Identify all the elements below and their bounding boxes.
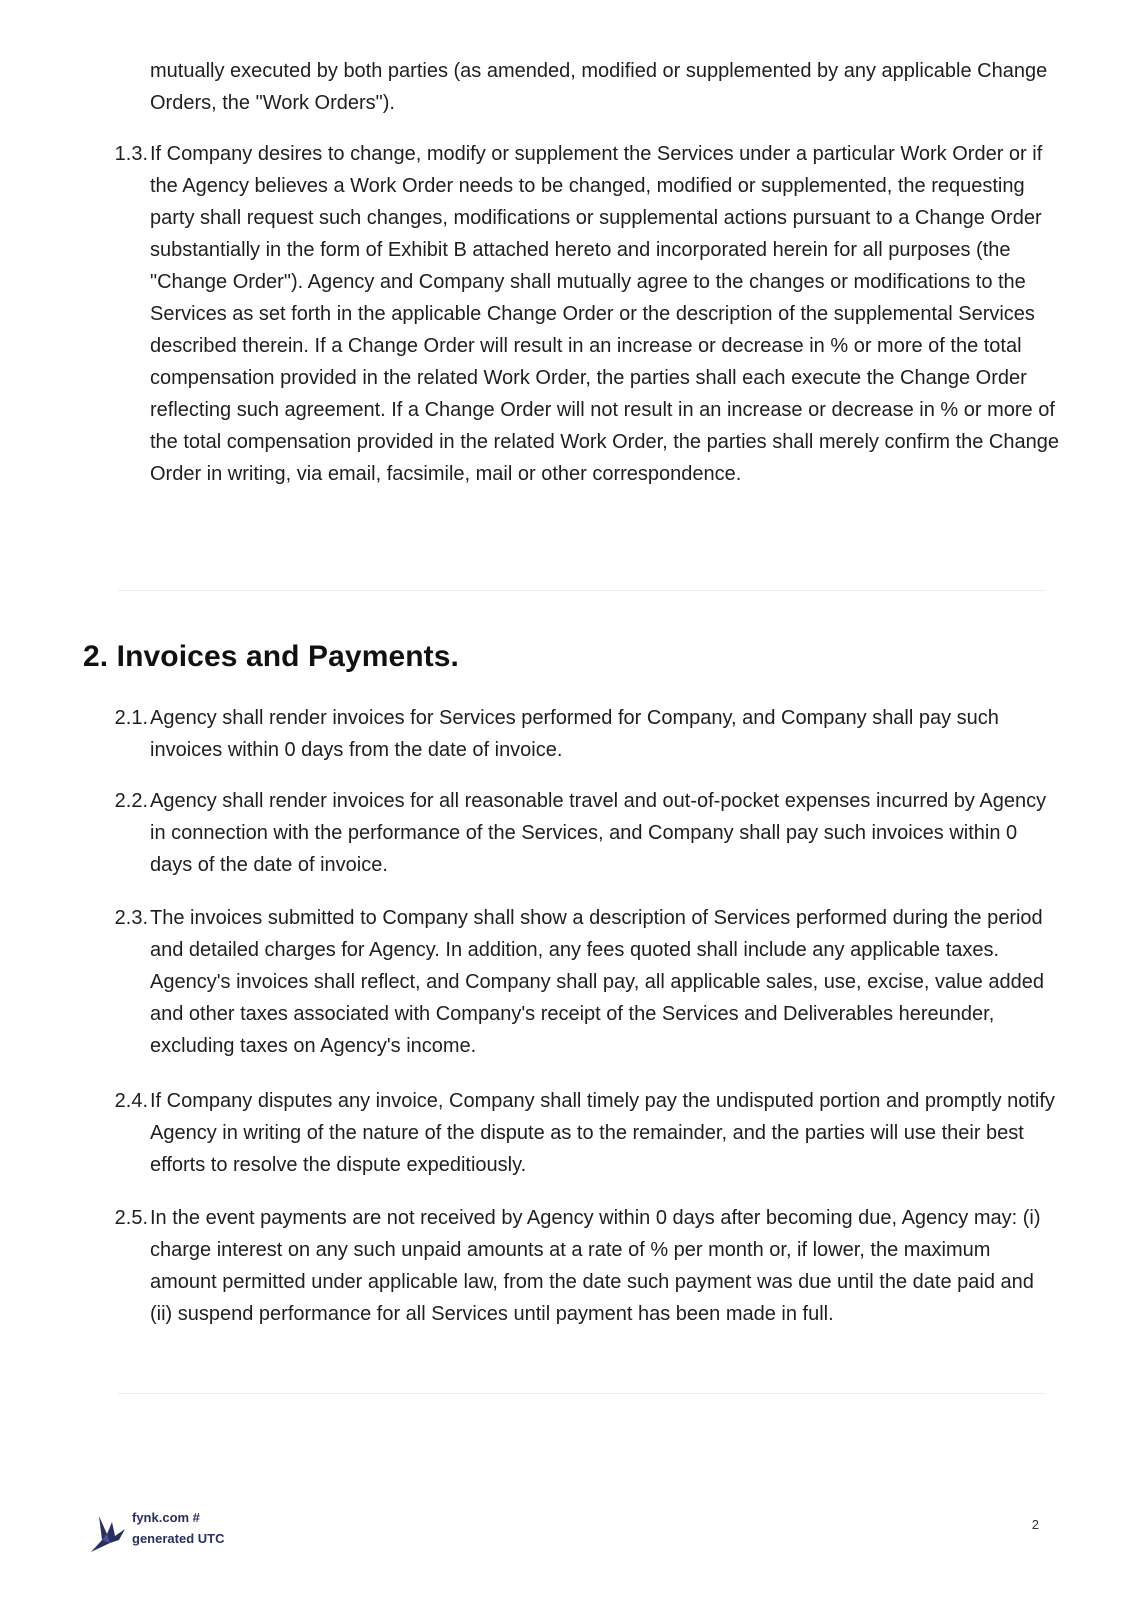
clause-number: 1.3.	[114, 143, 148, 165]
clause-text: The invoices submitted to Company shall show a description of Services performed during the period and detailed charges for Agency. In addition, any fees quoted shall include any applicable taxes. Agency's invoices shall reflect, and Company shall pay, all applicable sales, use, excise, value added and other taxes associated with Company's receipt of the Services and Deliverables hereunder, excluding taxes on Agency's income.	[150, 907, 1044, 1057]
clause-number: 2.2.	[114, 790, 148, 812]
clause-2-1	[100, 702, 1060, 766]
clause-number: 2.1.	[114, 707, 148, 729]
clause-number: 2.3.	[114, 907, 148, 929]
footer-generated: generated UTC	[132, 1531, 225, 1546]
section-divider	[118, 1393, 1045, 1394]
clause-text: If Company disputes any invoice, Company shall timely pay the undisputed portion and promptly notify Agency in writing of the nature of the dispute as to the remainder, and the parties will use their best efforts to resolve the dispute expeditiously.	[150, 1090, 1055, 1176]
clause-text: mutually executed by both parties (as amended, modified or supplemented by any applicable Change Orders, the "Work Orders").	[150, 60, 1048, 114]
clause-text: If Company desires to change, modify or supplement the Services under a particular Work Order or if the Agency believes a Work Order needs to be changed, modified or supplemented, the requesting party shall request such changes, modifications or supplemental actions pursuant to a Change Order substantially in the form of Exhibit B attached hereto and incorporated herein for all purposes (the "Change Order"). Agency and Company shall mutually agree to the changes or modifications to the Services as set forth in the applicable Change Order or the description of the supplemental Services described therein. If a Change Order will result in an increase or decrease in % or more of the total compensation provided in the related Work Order, the parties shall each execute the Change Order reflecting such agreement. If a Change Order will not result in an increase or decrease in % or more of the total compensation provided in the related Work Order, the parties shall merely confirm the Change Order in writing, via email, facsimile, mail or other correspondence.	[150, 143, 1059, 485]
clause-text: Agency shall render invoices for all reasonable travel and out-of-pocket expenses incurred by Agency in connection with the performance of the Services, and Company shall pay such invoices within 0 days of the date of invoice.	[150, 790, 1047, 876]
page-number: 2	[1031, 1517, 1039, 1532]
clause-2-4	[100, 1085, 1060, 1181]
section-divider	[118, 590, 1045, 591]
clause-1-3	[100, 138, 1060, 490]
clause-number: 2.4.	[114, 1090, 148, 1112]
clause-text: In the event payments are not received by Agency within 0 days after becoming due, Agency may: (i) charge interest on any such unpaid amounts at a rate of % per month or, if lower, the maximum amount permitted under applicable law, from the date such payment was due until the date paid and (ii) suspend performance for all Services until payment has been made in full.	[150, 1207, 1041, 1325]
clause-2-2	[100, 785, 1060, 881]
clause-number: 2.5.	[114, 1207, 148, 1229]
clause-2-5	[100, 1202, 1060, 1330]
clause-text: Agency shall render invoices for Services performed for Company, and Company shall pay such invoices within 0 days from the date of invoice.	[150, 707, 999, 761]
footer-site: fynk.com #	[132, 1510, 200, 1525]
fynk-bird-logo-icon	[88, 1510, 136, 1554]
section-title: 2. Invoices and Payments.	[83, 640, 459, 673]
clause-2-3	[100, 902, 1060, 1062]
clause-continuation	[100, 55, 1060, 119]
